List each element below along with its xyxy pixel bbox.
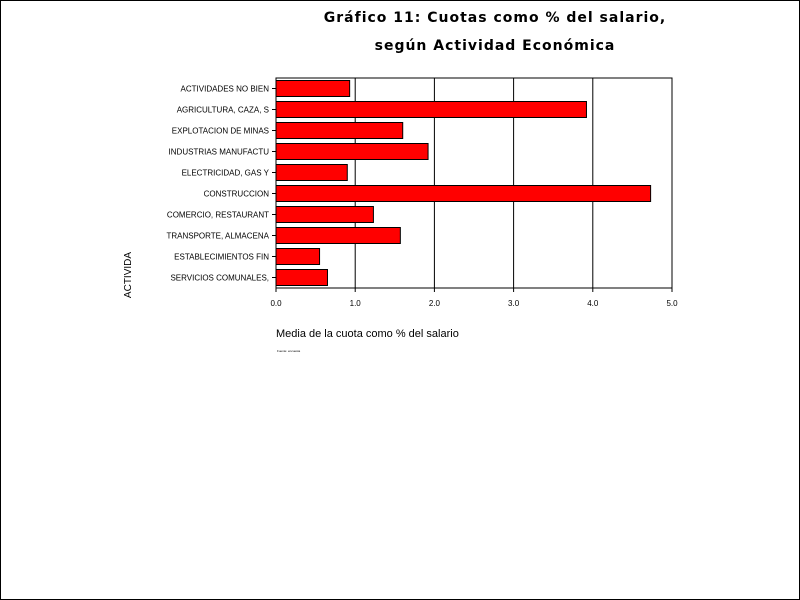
chart-title-line-1: Gráfico 11: Cuotas como % del salario, [323,10,667,26]
x-tick-label-3: 3.0 [508,299,520,308]
category-label-5: CONSTRUCCION [203,189,269,199]
x-axis-label: Media de la cuota como % del salario [276,328,459,340]
bar-7 [276,228,400,244]
x-tick-label-4: 4.0 [587,299,599,308]
category-label-1: AGRICULTURA, CAZA, S [176,105,269,115]
x-tick-label-2: 2.0 [428,299,440,308]
bar-3 [276,144,428,160]
chart-title-line-2: según Actividad Económica [374,38,616,54]
category-label-0: ACTIVIDADES NO BIEN [180,84,269,94]
bar-5 [276,186,651,202]
bar-6 [276,207,373,223]
category-label-2: EXPLOTACION DE MINAS [171,126,269,136]
bar-1 [276,102,586,118]
y-axis-label: ACTIVIDA [123,251,134,299]
bar-0 [276,81,350,97]
category-label-4: ELECTRICIDAD, GAS Y [181,168,269,178]
bar-8 [276,249,320,265]
category-label-6: COMERCIO, RESTAURANT [166,210,269,220]
category-label-9: SERVICIOS COMUNALES, [170,273,269,283]
x-tick-label-5: 5.0 [666,299,678,308]
bar-4 [276,165,347,181]
chart-footnote: Fuente: encuesta [277,349,301,353]
category-label-7: TRANSPORTE, ALMACENA [166,231,269,241]
x-tick-label-0: 0.0 [270,299,282,308]
bar-9 [276,270,327,286]
x-tick-label-1: 1.0 [349,299,361,308]
bar-2 [276,123,403,139]
category-label-8: ESTABLECIMIENTOS FIN [174,252,269,262]
category-label-3: INDUSTRIAS MANUFACTU [168,147,269,157]
